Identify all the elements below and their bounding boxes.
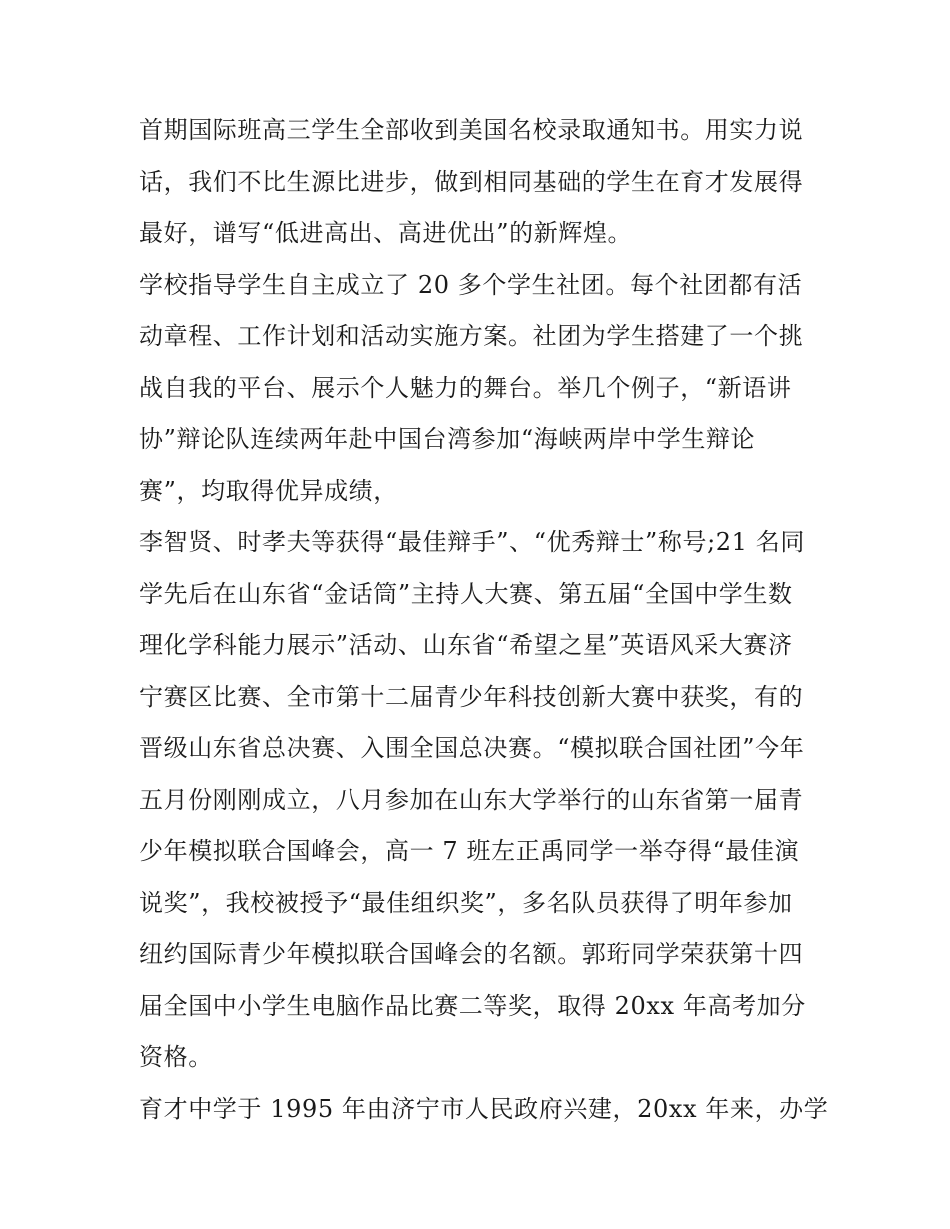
text-line: 宁赛区比赛、全市第十二届青少年科技创新大赛中获奖，有的 xyxy=(139,682,804,711)
text-line: 五月份刚刚成立，八月参加在山东大学举行的山东省第一届青 xyxy=(139,785,804,814)
text-line: 协”辩论队连续两年赴中国台湾参加“海峡两岸中学生辩论 xyxy=(139,425,756,453)
text-line: 战自我的平台、展示个人魅力的舞台。举几个例子，“新语讲 xyxy=(139,373,792,402)
text-line: 纽约国际青少年模拟联合国峰会的名额。郭珩同学荣获第十四 xyxy=(139,940,804,968)
text-line: 最好，谱写“低进高出、高进优出”的新辉煌。 xyxy=(139,219,633,247)
text-line: 学先后在山东省“金话筒”主持人大赛、第五届“全国中学生数 xyxy=(139,579,793,608)
text-line: 届全国中小学生电脑作品比赛二等奖，取得 20xx 年高考加分 xyxy=(139,991,806,1020)
text-line: 学校指导学生自主成立了 20 多个学生社团。每个社团都有活 xyxy=(139,270,803,299)
paragraph-student-clubs xyxy=(139,260,819,518)
text-line: 资格。 xyxy=(139,1043,213,1071)
text-line: 育才中学于 1995 年由济宁市人民政府兴建，20xx 年来，办学 xyxy=(139,1094,829,1123)
text-line: 赛”，均取得优异成绩， xyxy=(139,476,398,505)
paragraph-international-class xyxy=(139,105,819,260)
text-line: 少年模拟联合国峰会，高一 7 班左正禹同学一举夺得“最佳演 xyxy=(139,837,800,865)
text-line: 话，我们不比生源比进步，做到相同基础的学生在育才发展得 xyxy=(139,167,804,196)
text-line: 动章程、工作计划和活动实施方案。社团为学生搭建了一个挑 xyxy=(139,322,804,350)
paragraph-school-history xyxy=(139,1084,829,1136)
text-line: 首期国际班高三学生全部收到美国名校录取通知书。用实力说 xyxy=(139,116,804,144)
text-line: 晋级山东省总决赛、入围全国总决赛。“模拟联合国社团”今年 xyxy=(139,734,805,762)
document-body xyxy=(139,105,829,1135)
text-line: 理化学科能力展示”活动、山东省“希望之星”英语风采大赛济 xyxy=(139,631,793,659)
text-line: 说奖”，我校被授予“最佳组织奖”，多名队员获得了明年参加 xyxy=(139,888,793,917)
text-line: 李智贤、时孝夫等获得“最佳辩手”、“优秀辩士”称号;21 名同 xyxy=(139,528,805,556)
paragraph-awards xyxy=(139,517,819,1084)
